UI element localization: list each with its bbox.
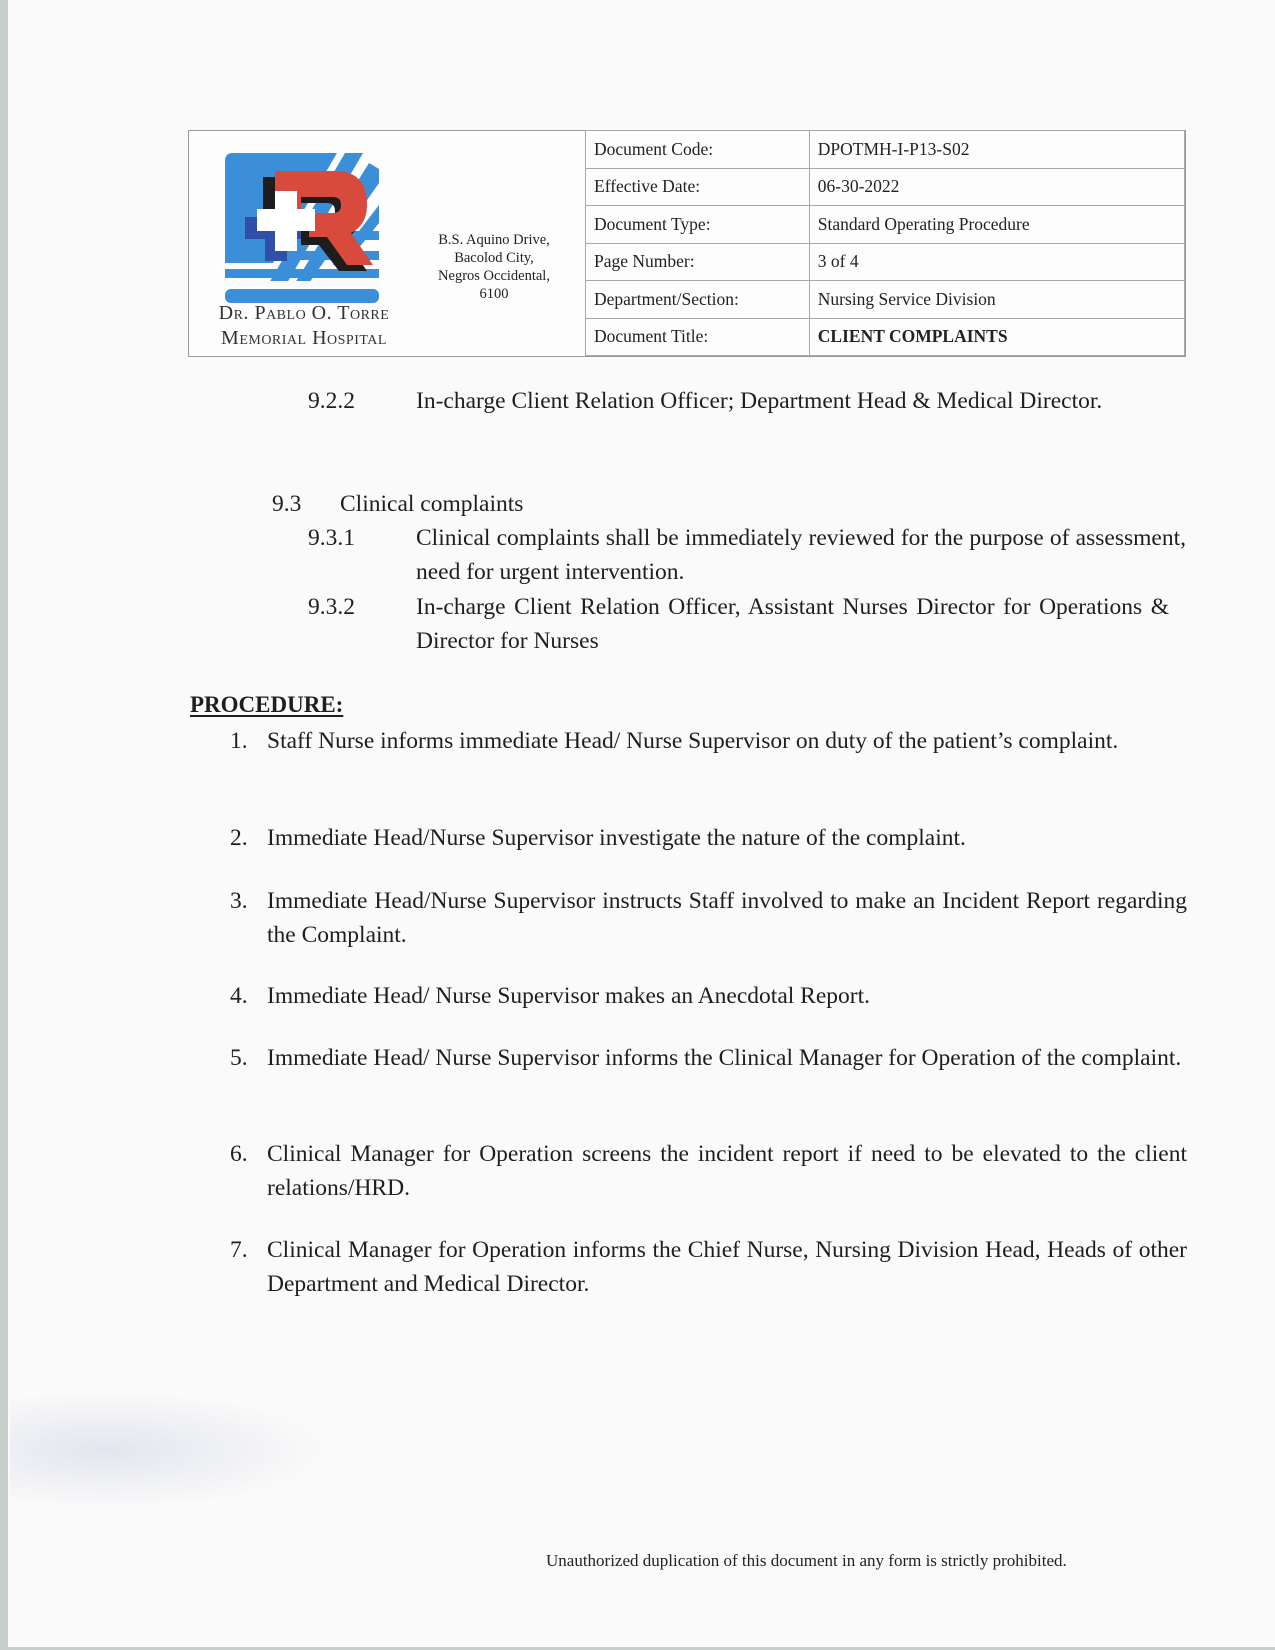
meta-value: Standard Operating Procedure <box>809 206 1184 244</box>
meta-row-code <box>586 131 1185 169</box>
step-text: Staff Nurse informs immediate Head/ Nurse Supervisor on duty of the patient’s complaint. <box>267 728 1119 754</box>
meta-row-page <box>586 243 1185 281</box>
meta-row-department <box>586 281 1185 319</box>
meta-value: CLIENT COMPLAINTS <box>809 318 1184 356</box>
scan-smudge <box>10 1390 330 1510</box>
step-number: 1. <box>230 728 248 754</box>
section-number: 9.2.2 <box>308 388 355 414</box>
step-text: Immediate Head/ Nurse Supervisor informs the Clinical Manager for Operation of the complaint. <box>267 1045 1182 1071</box>
meta-label: Document Type: <box>586 206 810 244</box>
meta-label: Page Number: <box>586 243 810 281</box>
meta-value: 3 of 4 <box>809 243 1184 281</box>
meta-label: Document Title: <box>586 318 810 356</box>
section-text: In-charge Client Relation Officer, Assistant Nurses Director for Operations & Director for Nurses <box>416 594 1169 654</box>
document-header <box>188 130 1186 357</box>
step-number: 4. <box>230 983 248 1009</box>
meta-row-type <box>586 206 1185 244</box>
footer-notice: Unauthorized duplication of this document in any form is strictly prohibited. <box>546 1551 1067 1570</box>
meta-label: Document Code: <box>586 131 810 169</box>
step-number: 6. <box>230 1141 248 1167</box>
address-line: Negros Occidental, <box>438 268 550 284</box>
step-number: 2. <box>230 825 248 851</box>
step-number: 5. <box>230 1045 248 1071</box>
step-text: Clinical Manager for Operation informs the Chief Nurse, Nursing Division Head, Heads of other Department and Medical Director. <box>267 1237 1187 1297</box>
address-line: Bacolod City, <box>454 250 534 266</box>
meta-value: DPOTMH-I-P13-S02 <box>809 131 1184 169</box>
scan-edge-left <box>0 0 8 1650</box>
step-text: Immediate Head/Nurse Supervisor investigate the nature of the complaint. <box>267 825 966 851</box>
hospital-logo-icon <box>225 153 379 303</box>
section-heading: Clinical complaints <box>340 491 524 517</box>
hospital-address <box>409 231 579 303</box>
step-text: Immediate Head/ Nurse Supervisor makes an Anecdotal Report. <box>267 983 870 1009</box>
address-line: 6100 <box>479 286 509 302</box>
address-line: B.S. Aquino Drive, <box>438 232 550 248</box>
section-text: In-charge Client Relation Officer; Department Head & Medical Director. <box>416 388 1103 414</box>
hospital-branding <box>189 131 585 356</box>
meta-value: Nursing Service Division <box>809 281 1184 319</box>
meta-row-date <box>586 168 1185 206</box>
section-number: 9.3.2 <box>308 594 355 620</box>
section-number: 9.3.1 <box>308 525 355 551</box>
step-number: 3. <box>230 888 248 914</box>
meta-row-title <box>586 318 1185 356</box>
step-number: 7. <box>230 1237 248 1263</box>
document-meta-table <box>585 130 1185 356</box>
hospital-name-line1: Dr. Pablo O. Torre <box>218 302 390 324</box>
step-text: Clinical Manager for Operation screens the incident report if need to be elevated to the client relations/HRD. <box>267 1141 1187 1201</box>
step-text: Immediate Head/Nurse Supervisor instructs Staff involved to make an Incident Report regarding the Complaint. <box>267 888 1187 948</box>
section-number: 9.3 <box>272 491 302 517</box>
section-text: Clinical complaints shall be immediately reviewed for the purpose of assessment, need for urgent intervention. <box>416 525 1186 585</box>
hospital-name-line2: Memorial Hospital <box>221 327 387 349</box>
meta-value: 06-30-2022 <box>809 168 1184 206</box>
meta-label: Department/Section: <box>586 281 810 319</box>
procedure-heading: PROCEDURE: <box>190 692 344 717</box>
meta-label: Effective Date: <box>586 168 810 206</box>
